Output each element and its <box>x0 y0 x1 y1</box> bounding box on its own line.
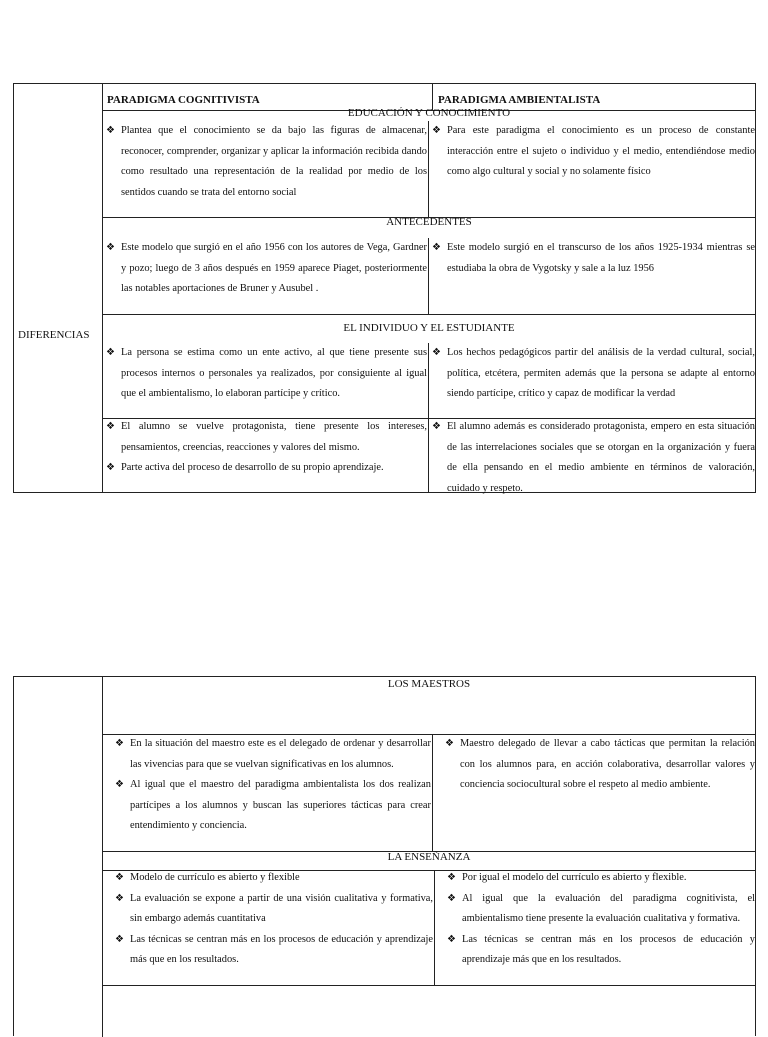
bullet-text: El alumno además es considerado protagonista, empero en esta situación de las interrelaciones sociales que se otorgan en la organización y fuera de ella pensando en el medio ambiente en términos de valoración, cuidado y respeto. <box>447 421 755 494</box>
diamond-bullet-icon: ❖ <box>432 125 441 136</box>
bullet-item <box>103 343 427 405</box>
bullet-text: Este modelo surgió en el transcurso de los años 1925-1934 mientras se estudiaba la obra de Vygotsky y sale a la luz 1956 <box>447 242 755 274</box>
bullet-text: La evaluación se expone a partir de una visión cualitativa y formativa, sin embargo además cuantitativa <box>130 892 433 924</box>
section-title-educacion: EDUCACIÓN Y CONOCIMIENTO <box>347 107 511 119</box>
diamond-bullet-icon: ❖ <box>115 892 124 904</box>
diamond-bullet-icon: ❖ <box>447 892 456 904</box>
bullet-item <box>435 889 755 930</box>
alumno-ambientalista-cell <box>429 417 755 499</box>
alumno-cognitivista-cell <box>103 417 427 479</box>
diamond-bullet-icon: ❖ <box>432 347 441 358</box>
bullet-text: Al igual que la evaluación del paradigma cognitivista, el ambientalismo tiene presente la evaluación cualitativa y formativa. <box>462 892 755 924</box>
diamond-bullet-icon: ❖ <box>106 462 115 473</box>
individuo-cognitivista-cell <box>103 343 427 405</box>
bullet-text: Este modelo que surgió en el año 1956 con los autores de Vega, Gardner y pozo; luego de 3 años después en 1959 aparece Piaget, posteriormente las notables aportaciones de Bruner y Ausubel . <box>121 242 427 294</box>
row-label-diferencias: DIFERENCIAS <box>18 329 90 341</box>
comparison-table-1 <box>13 83 756 493</box>
educacion-cognitivista-cell <box>103 121 427 203</box>
educacion-ambientalista-cell <box>429 121 755 183</box>
bullet-item <box>103 889 433 930</box>
comparison-table-2 <box>13 676 756 1036</box>
diamond-bullet-icon: ❖ <box>106 125 115 136</box>
bullet-item <box>103 775 431 837</box>
bullet-item <box>103 417 427 458</box>
bullet-item <box>103 238 427 300</box>
section-title-maestros: LOS MAESTROS <box>387 678 471 690</box>
ensenanza-cognitivista-cell <box>103 868 433 971</box>
bullet-item <box>103 868 433 889</box>
diamond-bullet-icon: ❖ <box>115 933 124 945</box>
diamond-bullet-icon: ❖ <box>106 421 115 432</box>
bullet-text: Las técnicas se centran más en los procesos de educación y aprendizaje más que en los resultados. <box>130 933 433 965</box>
bullet-text: Parte activa del proceso de desarrollo de su propio aprendizaje. <box>121 462 384 473</box>
diamond-bullet-icon: ❖ <box>106 242 115 253</box>
maestros-ambientalista-cell <box>433 734 755 796</box>
bullet-item <box>433 734 755 796</box>
section-title-individuo: EL INDIVIDUO Y EL ESTUDIANTE <box>343 322 515 334</box>
bullet-text: Plantea que el conocimiento se da bajo las figuras de almacenar, reconocer, comprender, organizar y aplicar la información recibida dando como resultado una representación de la realidad por medio de los sentidos cuando se trata del entorno social <box>121 125 427 198</box>
bullet-item <box>429 343 755 405</box>
diamond-bullet-icon: ❖ <box>106 347 115 358</box>
diamond-bullet-icon: ❖ <box>432 421 441 432</box>
diamond-bullet-icon: ❖ <box>432 242 441 253</box>
diamond-bullet-icon: ❖ <box>447 933 456 945</box>
header-paradigma-ambientalista: PARADIGMA AMBIENTALISTA <box>438 94 601 106</box>
bullet-text: Modelo de currículo es abierto y flexible <box>130 872 300 883</box>
bullet-item <box>103 121 427 203</box>
diamond-bullet-icon: ❖ <box>115 872 124 883</box>
individuo-ambientalista-cell <box>429 343 755 405</box>
bullet-text: Por igual el modelo del currículo es abierto y flexible. <box>462 872 687 883</box>
bullet-text: La persona se estima como un ente activo, al que tiene presente sus procesos internos o personales ya realizados, por consiguiente al igual que el ambientalismo, lo elaboran partícipe y crítico. <box>121 347 427 399</box>
bullet-item <box>103 734 431 775</box>
bullet-text: El alumno se vuelve protagonista, tiene presente los intereses, pensamientos, creencias, reacciones y valores del mismo. <box>121 421 427 453</box>
header-paradigma-cognitivista: PARADIGMA COGNITIVISTA <box>107 94 260 106</box>
maestros-cognitivista-cell <box>103 734 431 837</box>
bullet-text: En la situación del maestro este es el delegado de ordenar y desarrollar las vivencias para que se vuelvan significativas en los alumnos. <box>130 738 431 770</box>
section-title-antecedentes: ANTECEDENTES <box>386 216 472 228</box>
bullet-text: Para este paradigma el conocimiento es un proceso de constante interacción entre el sujeto o individuo y el medio, entendiéndose medio como algo cultural y social y no solamente físico <box>447 125 755 177</box>
bullet-text: Las técnicas se centran más en los procesos de educación y aprendizaje más que en los resultados. <box>462 933 755 965</box>
ensenanza-ambientalista-cell <box>435 868 755 971</box>
bullet-item <box>429 121 755 183</box>
antecedentes-ambientalista-cell <box>429 238 755 279</box>
diamond-bullet-icon: ❖ <box>115 738 124 749</box>
diamond-bullet-icon: ❖ <box>447 872 456 883</box>
bullet-item <box>435 930 755 971</box>
diamond-bullet-icon: ❖ <box>115 779 124 790</box>
bullet-item <box>429 238 755 279</box>
bullet-item <box>103 930 433 971</box>
bullet-item <box>103 458 427 479</box>
section-title-ensenanza: LA ENSEÑANZA <box>387 851 471 863</box>
bullet-text: Los hechos pedagógicos partir del análisis de la verdad cultural, social, política, etcétera, permiten además que la persona se adapte al entorno siendo partícipe, crítico y capaz de modificar la verdad <box>447 347 755 399</box>
bullet-text: Al igual que el maestro del paradigma ambientalista los dos realizan partícipes a los alumnos y buscan las superiores tácticas para crear entendimiento y conciencia. <box>130 779 431 831</box>
diamond-bullet-icon: ❖ <box>445 738 454 749</box>
bullet-item <box>435 868 755 889</box>
bullet-item <box>429 417 755 499</box>
bullet-text: Maestro delegado de llevar a cabo tácticas que permitan la relación con los alumnos para, en acción colaborativa, desarrollar valores y conciencia sociocultural sobre el respeto al medio ambiente. <box>460 738 755 790</box>
antecedentes-cognitivista-cell <box>103 238 427 300</box>
